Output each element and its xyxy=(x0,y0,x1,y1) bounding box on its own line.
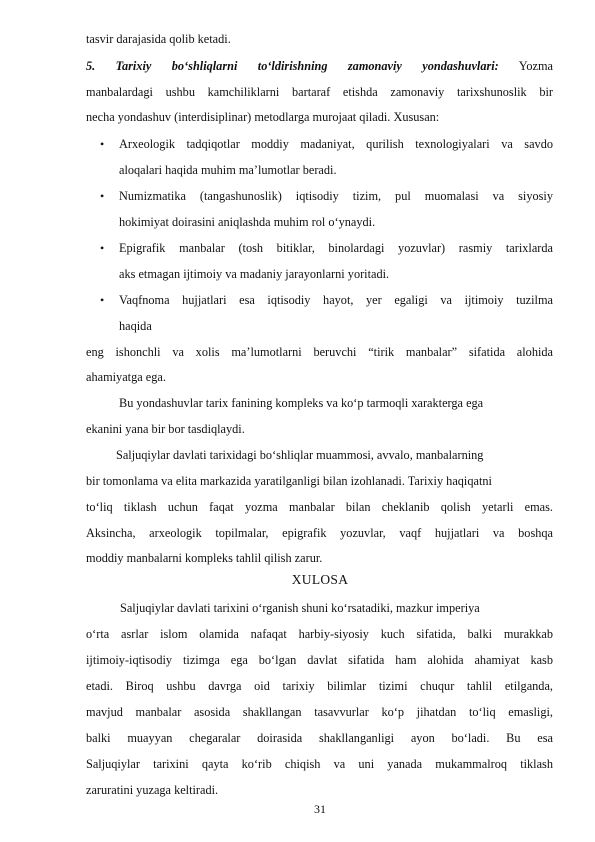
text-line: tasvir darajasida qolib ketadi. xyxy=(86,32,231,46)
text-line: Saljuqiylar davlati tarixini o‘rganish shuni ko‘rsatadiki, mazkur imperiya xyxy=(120,601,480,615)
text-line: ekanini yana bir bor tasdiqlaydi. xyxy=(86,422,245,436)
bullet-icon: • xyxy=(100,137,105,151)
text-line: Aksincha, arxeologik topilmalar, epigrafik yozuvlar, vaqf hujjatlari va boshqa xyxy=(86,526,553,540)
text-line: etadi. Biroq ushbu davrga oid tarixiy bilimlar tizimi chuqur tahlil etilganda, xyxy=(86,679,553,693)
text-line: ahamiyatga ega. xyxy=(86,370,166,384)
text-line: manbalardagi ushbu kamchiliklarni bartaraf etishda zamonaviy tarixshunoslik bir xyxy=(86,85,553,99)
bullet-icon: • xyxy=(100,189,105,203)
bullet-icon: • xyxy=(100,293,105,307)
page-number: 31 xyxy=(314,802,326,816)
list-item-line: haqida xyxy=(119,319,152,333)
list-item-line: Vaqfnoma hujjatlari esa iqtisodiy hayot, yer egaligi va ijtimoiy tuzilma xyxy=(119,293,553,307)
text-line: mavjud manbalar asosida shakllangan tasavvurlar ko‘p jihatdan to‘liq emasligi, xyxy=(86,705,553,719)
section-heading-line xyxy=(86,58,553,74)
list-item-line: Arxeologik tadqiqotlar moddiy madaniyat, qurilish texnologiyalari va savdo xyxy=(119,137,553,151)
text-line: Bu yondashuvlar tarix fanining kompleks va ko‘p tarmoqli xarakterga ega xyxy=(119,396,484,410)
text-line: moddiy manbalarni kompleks tahlil qilish zarur. xyxy=(86,551,323,565)
section-title: 5. Tarixiy bo‘shliqlarni to‘ldirishning zamonaviy yondashuvlari: xyxy=(86,59,499,73)
text-line: zaruratini yuzaga keltiradi. xyxy=(86,783,219,797)
list-item-line: aks etmagan ijtimoiy va madaniy jarayonlarni yoritadi. xyxy=(119,267,390,281)
text-line: ijtimoiy-iqtisodiy tizimga ega bo‘lgan davlat sifatida ham alohida ahamiyat kasb xyxy=(86,653,553,667)
conclusion-heading: XULOSA xyxy=(291,572,349,587)
text-span: Yozma xyxy=(518,59,554,73)
list-item-line: hokimiyat doirasini aniqlashda muhim rol o‘ynaydi. xyxy=(119,215,376,229)
list-item-line: Epigrafik manbalar (tosh bitiklar, binolardagi yozuvlar) rasmiy tarixlarda xyxy=(119,241,553,255)
text-line: Saljuqiylar davlati tarixidagi bo‘shliqlar muammosi, avvalo, manbalarning xyxy=(116,448,484,462)
text-line: Saljuqiylar tarixini qayta ko‘rib chiqish va uni yanada mukammalroq tiklash xyxy=(86,757,553,771)
text-line: to‘liq tiklash uchun faqat yozma manbalar bilan cheklanib qolish yetarli emas. xyxy=(86,500,553,514)
text-line: bir tomonlama va elita markazida yaratilganligi bilan izohlanadi. Tarixiy haqiqatni xyxy=(86,474,492,488)
list-item-line: aloqalari haqida muhim ma’lumotlar beradi. xyxy=(119,163,337,177)
text-line: eng ishonchli va xolis ma’lumotlarni beruvchi “tirik manbalar” sifatida alohida xyxy=(86,345,553,359)
text-line: o‘rta asrlar islom olamida nafaqat harbiy-siyosiy kuch sifatida, balki murakkab xyxy=(86,627,553,641)
bullet-icon: • xyxy=(100,241,105,255)
text-line: necha yondashuv (interdisiplinar) metodlarga murojaat qiladi. Xususan: xyxy=(86,110,440,124)
text-line: balki muayyan chegaralar doirasida shakllanganligi ayon bo‘ladi. Bu esa xyxy=(86,731,553,745)
list-item-line: Numizmatika (tangashunoslik) iqtisodiy tizim, pul muomalasi va siyosiy xyxy=(119,189,553,203)
